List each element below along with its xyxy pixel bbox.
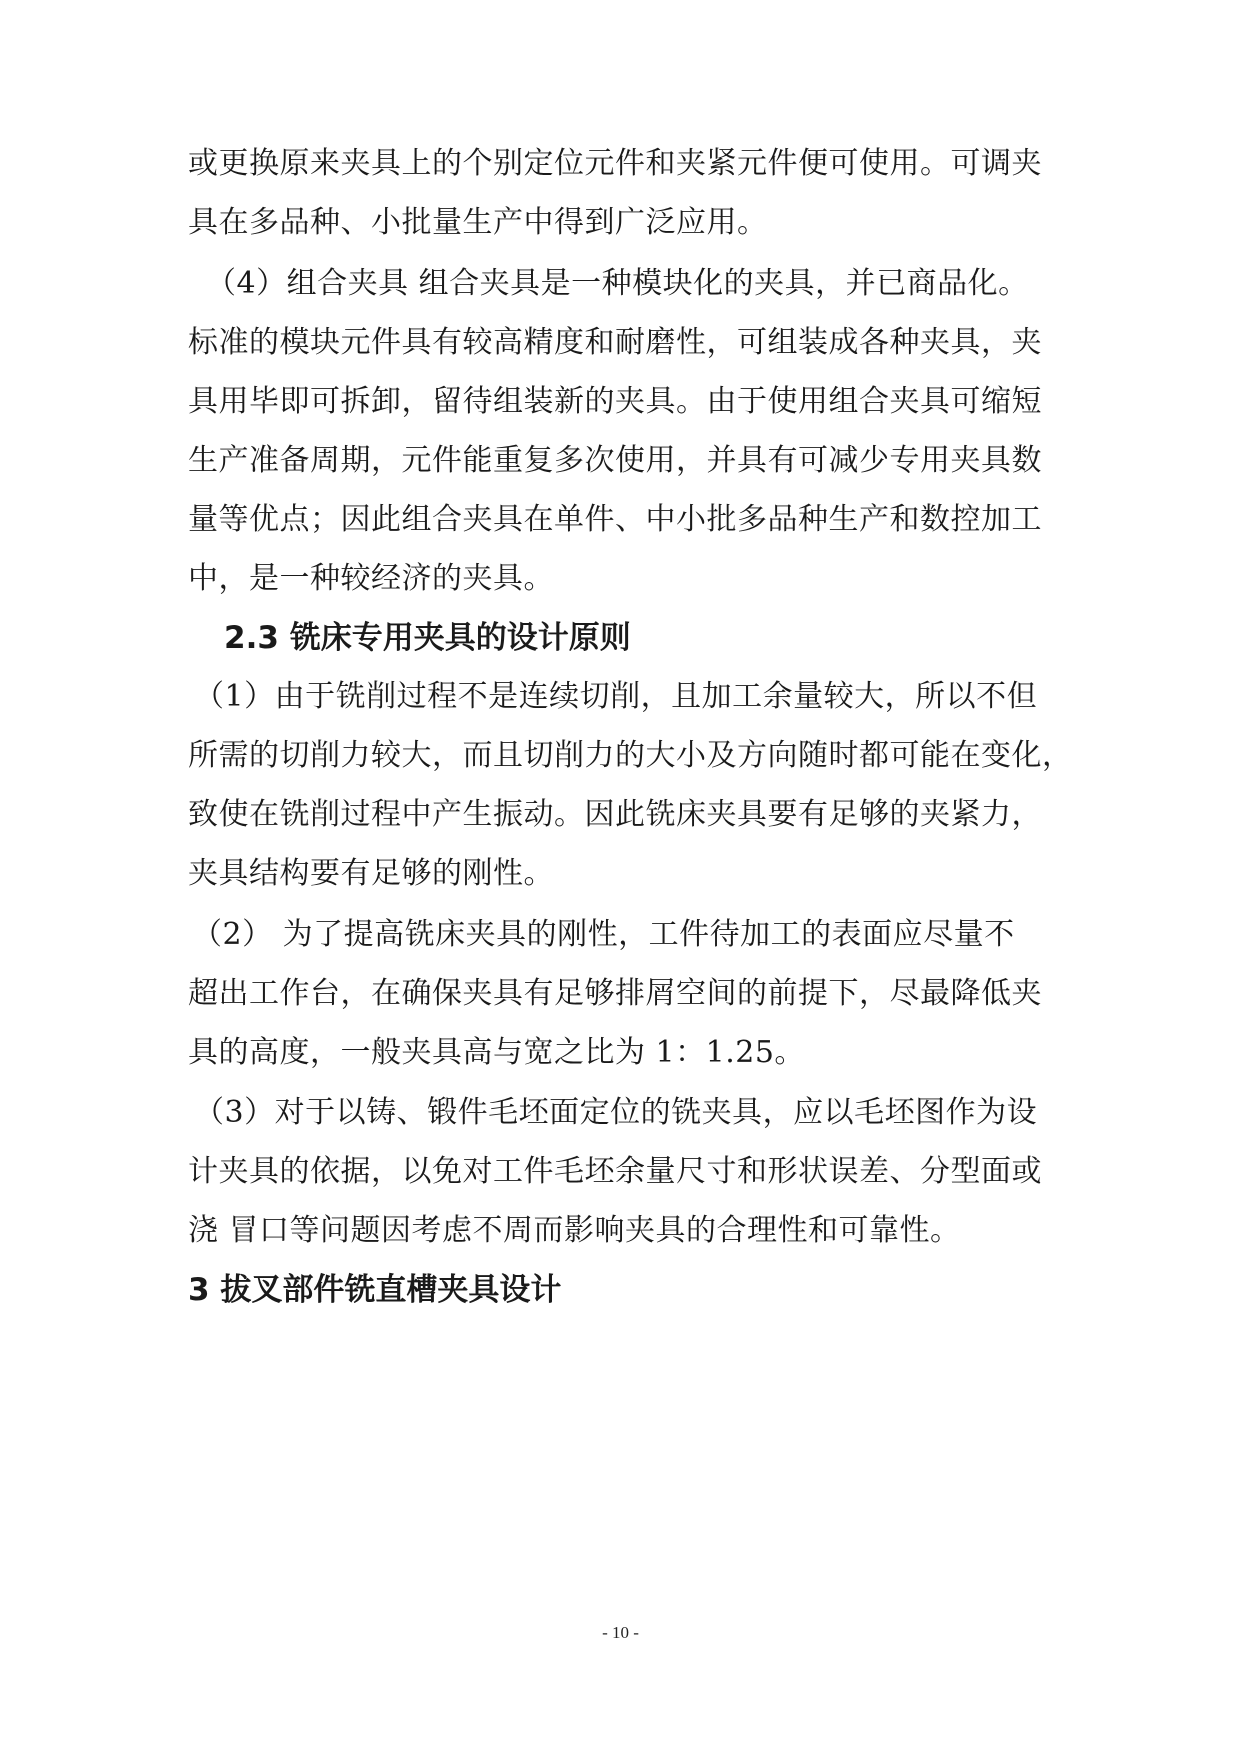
paragraph-line: 或更换原来夹具上的个别定位元件和夹紧元件便可使用。可调夹 [188,146,1042,181]
paragraph-line: （3）对于以铸、锻件毛坯面定位的铣夹具，应以毛坯图作为设 [194,1095,1038,1130]
paragraph-line: 中，是一种较经济的夹具。 [188,561,554,596]
paragraph-line: 超出工作台，在确保夹具有足够排屑空间的前提下，尽最降低夹 [188,976,1042,1011]
page-number: - 10 - [602,1623,639,1642]
paragraph-line: 浇 冒口等问题因考虑不周而影响夹具的合理性和可靠性。 [188,1213,961,1248]
paragraph-line: （1）由于铣削过程不是连续切削，且加工余量较大，所以不但 [194,679,1038,714]
paragraph-line: 计夹具的依据，以免对工件毛坯余量尺寸和形状误差、分型面或 [188,1154,1042,1189]
paragraph-line: 夹具结构要有足够的刚性。 [188,856,554,891]
paragraph-line: （2） 为了提高铣床夹具的刚性，工件待加工的表面应尽量不 [192,917,1015,952]
paragraph-line: （4）组合夹具 组合夹具是一种模块化的夹具，并已商品化。 [206,266,1029,301]
paragraph-line: 具用毕即可拆卸，留待组装新的夹具。由于使用组合夹具可缩短 [188,384,1042,419]
section-heading: 2.3 铣床专用夹具的设计原则 [224,620,631,656]
paragraph-line: 量等优点；因此组合夹具在单件、中小批多品种生产和数控加工 [188,502,1042,537]
paragraph-line: 生产准备周期，元件能重复多次使用，并具有可减少专用夹具数 [188,443,1042,478]
section-heading: 3 拔叉部件铣直槽夹具设计 [188,1272,562,1308]
paragraph-line: 所需的切削力较大，而且切削力的大小及方向随时都可能在变化， [188,738,1073,773]
paragraph-line: 具的高度，一般夹具高与宽之比为 1：1.25。 [188,1035,805,1070]
paragraph-line: 标准的模块元件具有较高精度和耐磨性，可组装成各种夹具，夹 [188,325,1042,360]
paragraph-line: 具在多品种、小批量生产中得到广泛应用。 [188,205,768,240]
paragraph-line: 致使在铣削过程中产生振动。因此铣床夹具要有足够的夹紧力， [188,797,1042,832]
